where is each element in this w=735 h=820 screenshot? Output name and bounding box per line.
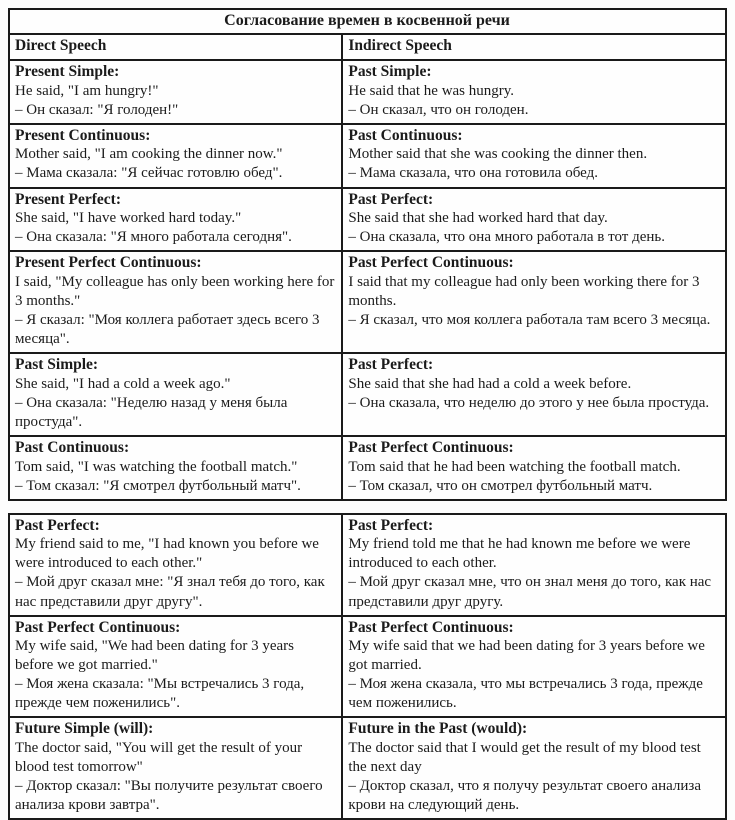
table-row: [9, 616, 726, 718]
russian-translation: – Том сказал: "Я смотрел футбольный матч".: [15, 477, 301, 494]
tense-label: Past Perfect:: [15, 516, 100, 534]
table-row: [9, 353, 726, 436]
russian-translation: – Я сказал: "Моя коллега работает здесь всего 3 месяца".: [15, 312, 320, 348]
tense-label: Present Simple:: [15, 62, 120, 80]
direct-speech-cell: [9, 616, 342, 718]
indirect-speech-cell: [342, 124, 726, 188]
russian-translation: – Мама сказала: "Я сейчас готовлю обед".: [15, 165, 283, 182]
tense-label: Past Simple:: [348, 62, 432, 80]
indirect-speech-cell: [342, 616, 726, 718]
english-sentence: My friend said to me, "I had known you before we were introduced to each other.": [15, 536, 319, 572]
indirect-speech-cell: [342, 717, 726, 819]
indirect-speech-cell: [342, 60, 726, 124]
english-sentence: He said that he was hungry.: [348, 82, 515, 99]
column-header-indirect-speech: Indirect Speech: [342, 34, 726, 60]
direct-speech-cell: [9, 436, 342, 500]
table-row: [9, 251, 726, 353]
russian-translation: – Она сказала, что она много работала в тот день.: [348, 229, 665, 246]
tense-label: Past Continuous:: [348, 126, 463, 144]
english-sentence: Tom said that he had been watching the football match.: [348, 458, 681, 475]
english-sentence: She said that she had had a cold a week before.: [348, 375, 632, 392]
indirect-speech-cell: [342, 188, 726, 252]
english-sentence: She said that she had worked hard that day.: [348, 210, 608, 227]
russian-translation: – Она сказала: "Я много работала сегодня".: [15, 229, 292, 246]
english-sentence: The doctor said that I would get the result of my blood test the next day: [348, 740, 701, 776]
indirect-speech-cell: [342, 514, 726, 616]
direct-speech-cell: [9, 188, 342, 252]
russian-translation: – Она сказала, что неделю до этого у нее была простуда.: [348, 394, 710, 411]
russian-translation: – Моя жена сказала: "Мы встречались 3 года, прежде чем поженились".: [15, 676, 305, 712]
english-sentence: My wife said, "We had been dating for 3 years before we got married.": [15, 638, 294, 674]
table-row: [9, 124, 726, 188]
title-row: [9, 9, 726, 34]
table-row: [9, 717, 726, 819]
direct-speech-cell: [9, 353, 342, 436]
russian-translation: – Мой друг сказал мне, что он знал меня до того, как нас представили друг другу.: [348, 574, 712, 610]
direct-speech-cell: [9, 124, 342, 188]
tense-label: Future Simple (will):: [15, 720, 154, 738]
table-row: [9, 436, 726, 500]
tense-label: Past Perfect Continuous:: [348, 438, 514, 456]
tense-label: Past Perfect:: [348, 516, 434, 534]
indirect-speech-cell: [342, 353, 726, 436]
russian-translation: – Он сказал: "Я голоден!": [15, 101, 179, 118]
tense-label: Past Perfect:: [348, 356, 434, 374]
indirect-speech-cell: [342, 436, 726, 500]
english-sentence: She said, "I have worked hard today.": [15, 210, 242, 227]
english-sentence: I said, "My colleague has only been working here for 3 months.": [15, 273, 335, 309]
russian-translation: – Мама сказала, что она готовила обед.: [348, 165, 598, 182]
russian-translation: – Я сказал, что моя коллега работала там всего 3 месяца.: [348, 312, 711, 329]
direct-speech-cell: [9, 717, 342, 819]
sequence-of-tenses-table-main: [8, 8, 727, 501]
indirect-speech-cell: [342, 251, 726, 353]
english-sentence: Mother said that she was cooking the dinner then.: [348, 146, 648, 163]
tense-label: Past Simple:: [15, 356, 99, 374]
direct-speech-cell: [9, 251, 342, 353]
direct-speech-cell: [9, 514, 342, 616]
english-sentence: The doctor said, "You will get the result of your blood test tomorrow": [15, 740, 303, 776]
russian-translation: – Доктор сказал: "Вы получите результат своего анализа крови завтра".: [15, 778, 323, 814]
russian-translation: – Он сказал, что он голоден.: [348, 101, 529, 118]
column-header-direct-speech: Direct Speech: [9, 34, 342, 60]
english-sentence: Mother said, "I am cooking the dinner now.": [15, 146, 283, 163]
tense-label: Past Perfect Continuous:: [348, 618, 514, 636]
russian-translation: – Том сказал, что он смотрел футбольный матч.: [348, 477, 653, 494]
russian-translation: – Доктор сказал, что я получу результат своего анализа крови на следующий день.: [348, 778, 701, 814]
direct-speech-cell: [9, 60, 342, 124]
header-row: [9, 34, 726, 60]
russian-translation: – Она сказала: "Неделю назад у меня была простуда".: [15, 394, 288, 430]
tense-label: Past Perfect Continuous:: [15, 618, 181, 636]
table-row: [9, 514, 726, 616]
russian-translation: – Моя жена сказала, что мы встречались 3 года, прежде чем поженились.: [348, 676, 703, 712]
tense-label: Present Perfect:: [15, 190, 121, 208]
english-sentence: Tom said, "I was watching the football match.": [15, 458, 298, 475]
sequence-of-tenses-table-continued: [8, 513, 727, 820]
table-row: [9, 188, 726, 252]
table-row: [9, 60, 726, 124]
tense-label: Present Perfect Continuous:: [15, 254, 202, 272]
english-sentence: He said, "I am hungry!": [15, 82, 159, 99]
english-sentence: She said, "I had a cold a week ago.": [15, 375, 231, 392]
russian-translation: – Мой друг сказал мне: "Я знал тебя до того, как нас представили друг другу".: [15, 574, 325, 610]
english-sentence: I said that my colleague had only been working there for 3 months.: [348, 273, 700, 309]
english-sentence: My friend told me that he had known me before we were introduced to each other.: [348, 536, 691, 572]
page-title: Согласование времен в косвенной речи: [9, 9, 726, 34]
english-sentence: My wife said that we had been dating for 3 years before we got married.: [348, 638, 705, 674]
tense-label: Present Continuous:: [15, 126, 151, 144]
tense-label: Past Perfect Continuous:: [348, 254, 514, 272]
tense-label: Past Perfect:: [348, 190, 434, 208]
tense-label: Past Continuous:: [15, 438, 130, 456]
tense-label: Future in the Past (would):: [348, 720, 528, 738]
